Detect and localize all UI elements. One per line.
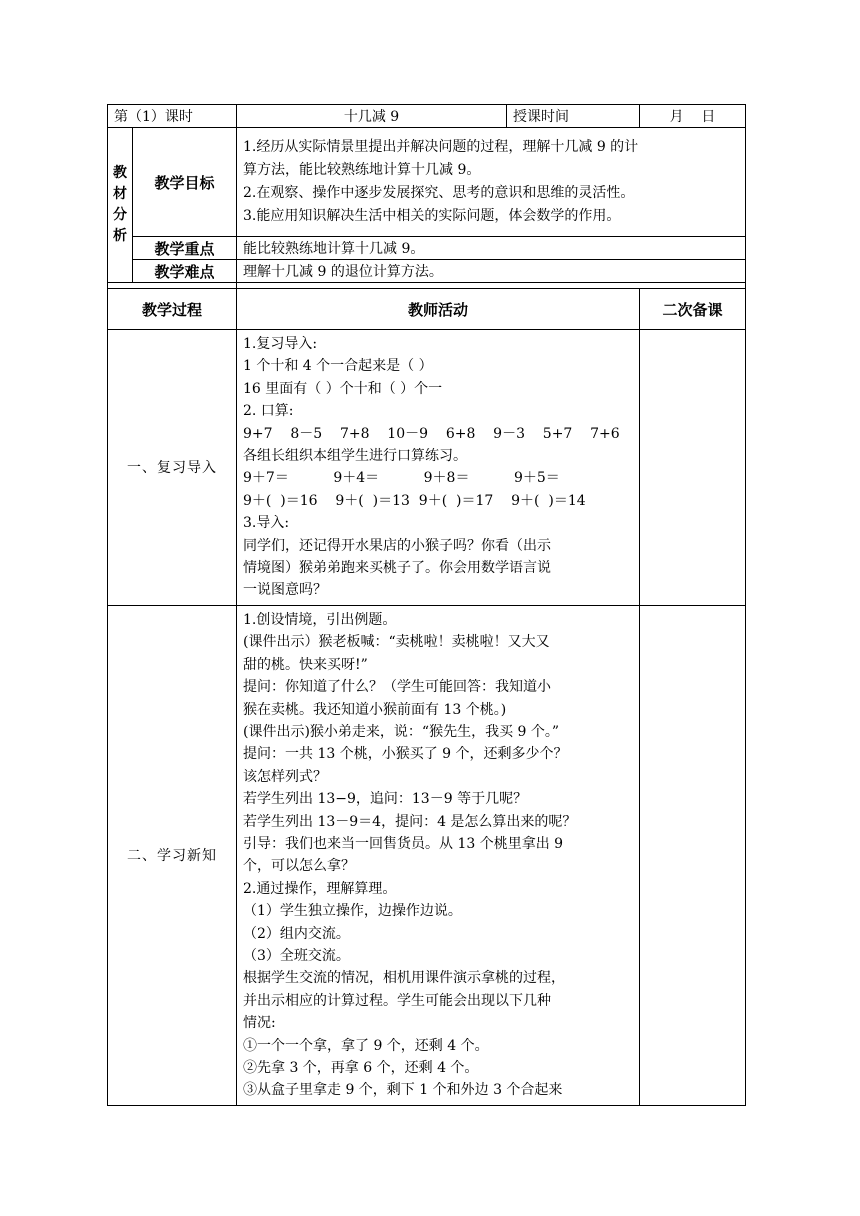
key-points-label: 教学重点 [133, 237, 237, 260]
process-col-teacher: 教师活动 [237, 289, 640, 330]
stage-activities: 1.创设情境，引出例题。 (课件出示）猴老板喊：“卖桃啦！卖桃啦！又大又 甜的桃。快来买呀!” 提问：你知道了什么？（学生可能回答：我知道小 猴在卖桃。我还知道小猴前面有 13 个桃。) (课件出示)猴小弟走来，说：“猴先生，我买 9 个。” 提问：一共 13 个桃，小猴买了 9 个，还剩多少个？ 该怎样列式？ 若学生列出 13−9，追问：13－9 等于几呢？ 若学生列出 13－9＝4，提问：4 是怎么算出来的呢？ 引导：我们也来当一回售货员。从 13 个桃里拿出 9 个，可以怎么拿？ 2.通过操作，理解算理。 （1）学生独立操作，边操作边说。 （2）组内交流。 （3）全班交流。 根据学生交流的情况，相机用课件演示拿桃的过程， 并出示相应的计算过程。学生可能会出现以下几种 情况: ①一个一个拿，拿了 9 个，还剩 4 个。 ②先拿 3 个，再拿 6 个，还剩 4 个。 ③从盒子里拿走 9 个，剩下 1 个和外边 3 个合起来 [237, 605, 640, 1105]
lesson-number: 第（1）课时 [108, 105, 237, 128]
stage-revision-cell [640, 605, 746, 1105]
difficulty-label: 教学难点 [133, 260, 237, 283]
stage-activities: 1.复习导入: 1 个十和 4 个一合起来是（ ） 16 里面有（ ）个十和（ ）个一 2. 口算: 9+7 8－5 7+8 10－9 6+8 9－3 5+7 7+6 各组长组织本组学生进行口算练习。 9＋7＝ 9＋4＝ 9＋8＝ 9＋5＝ 9＋( )＝16 9＋( )＝13 9＋( )＝17 9＋( )＝14 3.导入: 同学们，还记得开水果店的小猴子吗？你看（出示 情境图）猴弟弟跑来买桃子了。你会用数学语言说 一说图意吗？ [237, 330, 640, 606]
lesson-plan [107, 104, 745, 1106]
process-table [107, 282, 746, 1106]
time-label: 授课时间 [507, 105, 640, 128]
stage-row-new [108, 605, 746, 1105]
date-field: 月 日 [640, 105, 746, 128]
process-header-row [108, 289, 746, 330]
objectives-row [108, 128, 746, 237]
difficulty-row [108, 260, 746, 283]
objectives-text: 1.经历从实际情景里提出并解决问题的过程，理解十几减 9 的计 算方法，能比较熟练地计算十几减 9。 2.在观察、操作中逐步发展探究、思考的意识和思维的灵活性。 3.能应用知识解决生活中相关的实际问题，体会数学的作用。 [237, 128, 746, 237]
stage-revision-cell [640, 330, 746, 606]
process-col-stage: 教学过程 [108, 289, 237, 330]
objectives-label: 教学目标 [133, 128, 237, 237]
analysis-table [107, 104, 746, 283]
stage-name: 一、复习导入 [108, 330, 237, 606]
process-col-revision: 二次备课 [640, 289, 746, 330]
stage-name: 二、学习新知 [108, 605, 237, 1105]
key-points-text: 能比较熟练地计算十几减 9。 [237, 237, 746, 260]
header-row [108, 105, 746, 128]
textbook-analysis-label: 教 材 分 析 [108, 128, 133, 283]
difficulty-text: 理解十几减 9 的退位计算方法。 [237, 260, 746, 283]
stage-row-review [108, 330, 746, 606]
key-points-row [108, 237, 746, 260]
lesson-topic: 十几减 9 [237, 105, 507, 128]
